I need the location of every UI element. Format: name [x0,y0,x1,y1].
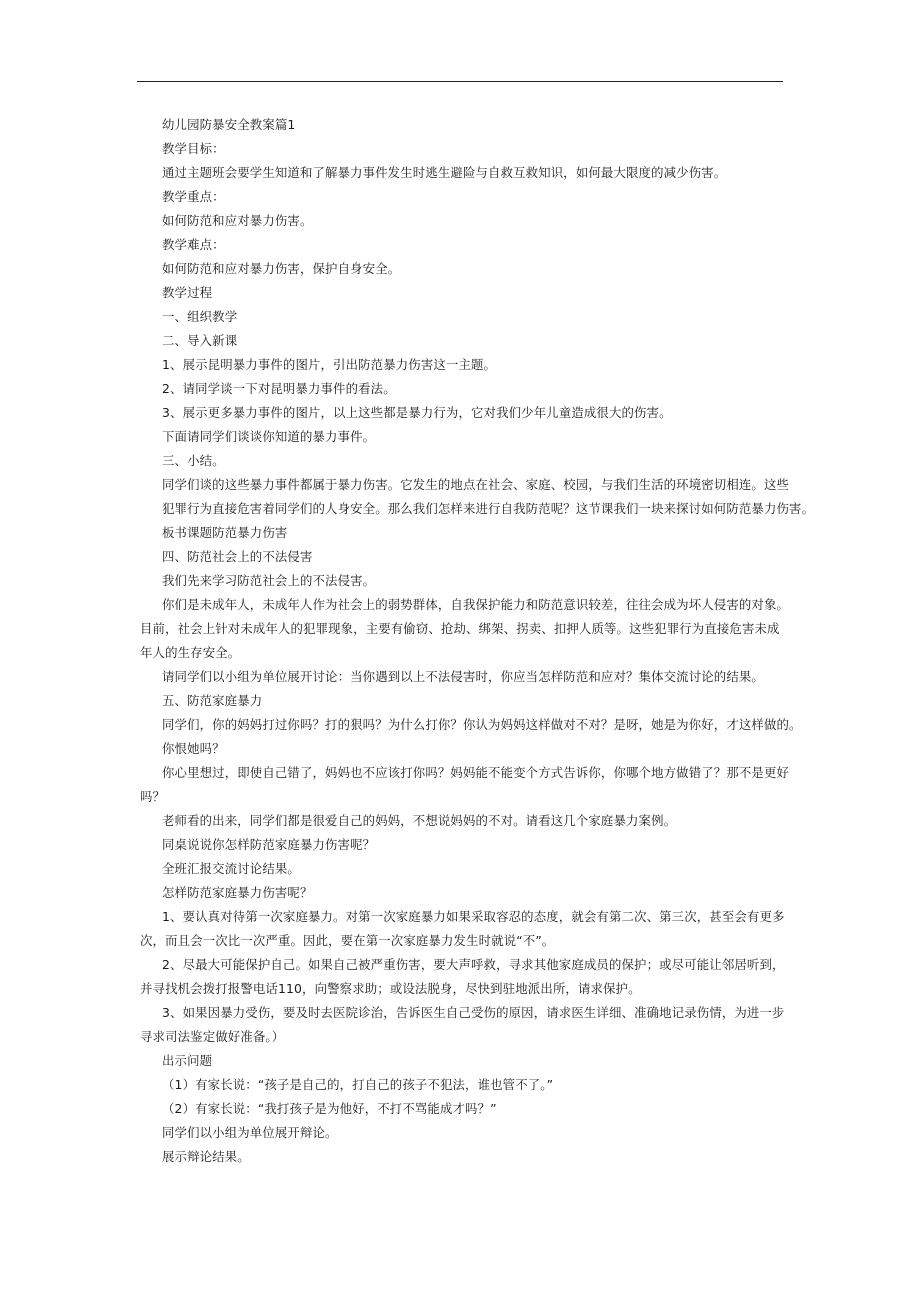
paragraph-line: 全班汇报交流讨论结果。 [162,861,300,876]
step-heading: 三、小结。 [162,453,225,468]
paragraph-line: 你心里想过，即使自己错了，妈妈也不应该打你吗？妈妈能不能变个方式告诉你，你哪个地方做错了？那不是更好 [162,765,790,780]
paragraph-line: 犯罪行为直接危害着同学们的人身安全。那么我们怎样来进行自我防范呢？这节课我们一块来探讨如何防范暴力伤害。 [162,501,815,516]
question-item: （2）有家长说：“我打孩子是为他好，不打不骂能成才吗？” [162,1101,497,1116]
paragraph-line: 并寻找机会拨打报警电话110，向警察求助；或设法脱身，尽快到驻地派出所，请求保护。 [140,981,641,996]
section-heading-difficulties: 教学难点： [162,237,225,252]
paragraph-line: 同桌说说你怎样防范家庭暴力伤害呢？ [162,837,376,852]
paragraph-line: 出示问题 [162,1053,213,1068]
step-heading: 四、防范社会上的不法侵害 [162,549,313,564]
step-heading: 二、导入新课 [162,333,238,348]
paragraph-line: 下面请同学们谈谈你知道的暴力事件。 [162,429,376,444]
paragraph-line: 怎样防范家庭暴力伤害呢？ [162,885,313,900]
numbered-item: 3、如果因暴力受伤，要及时去医院诊治，告诉医生自己受伤的原因，请求医生详细、准确地记录伤情，为进一步 [162,1005,785,1020]
paragraph-line: 同学们，你的妈妈打过你吗？打的狠吗？为什么打你？你认为妈妈这样做对不对？是呀，她是为你好，才这样做的。 [162,717,802,732]
paragraph-line: 老师看的出来，同学们都是很爱自己的妈妈，不想说妈妈的不对。请看这几个家庭暴力案例。 [162,813,677,828]
numbered-item: 3、展示更多暴力事件的图片，以上这些都是暴力行为，它对我们少年儿童造成很大的伤害。 [162,405,672,420]
paragraph-line: 我们先来学习防范社会上的不法侵害。 [162,573,376,588]
paragraph-line: 次，而且会一次比一次严重。因此，要在第一次家庭暴力发生时就说“不”。 [140,933,555,948]
header-rule [137,81,783,82]
paragraph-line: 你们是未成年人，未成年人作为社会上的弱势群体，自我保护能力和防范意识较差，往往会成为坏人侵害的对象。 [162,597,790,612]
section-heading-process: 教学过程 [162,285,213,300]
paragraph-line: 年人的生存安全。 [140,645,241,660]
question-item: （1）有家长说：“孩子是自己的，打自己的孩子不犯法，谁也管不了。” [162,1077,554,1092]
numbered-item: 2、请同学谈一下对昆明暴力事件的看法。 [162,381,396,396]
paragraph-line: 目前，社会上针对未成年人的犯罪现象，主要有偷窃、抢劫、绑架、拐卖、扣押人质等。这些犯罪行为直接危害未成 [140,621,780,636]
document-body [140,113,815,1169]
paragraph-line: 如何防范和应对暴力伤害。 [162,213,313,228]
numbered-item: 1、展示昆明暴力事件的图片，引出防范暴力伤害这一主题。 [162,357,497,372]
step-heading: 一、组织教学 [162,309,238,324]
paragraph-line: 请同学们以小组为单位展开讨论：当你遇到以上不法侵害时，你应当怎样防范和应对？集体交流讨论的结果。 [162,669,764,684]
paragraph-line: 同学们以小组为单位展开辩论。 [162,1125,338,1140]
section-heading-objectives: 教学目标： [162,141,225,156]
numbered-item: 2、尽最大可能保护自己。如果自己被严重伤害，要大声呼救，寻求其他家庭成员的保护；或尽可能让邻居听到， [162,957,785,972]
paragraph-line: 你恨她吗？ [162,741,225,756]
step-heading: 五、防范家庭暴力 [162,693,263,708]
paragraph-line: 寻求司法鉴定做好准备。） [140,1029,285,1044]
paragraph-line: 展示辩论结果。 [162,1149,250,1164]
numbered-item: 1、要认真对待第一次家庭暴力。对第一次家庭暴力如果采取容忍的态度，就会有第二次、第三次，甚至会有更多 [162,909,785,924]
paragraph-line: 如何防范和应对暴力伤害，保护自身安全。 [162,261,401,276]
paragraph-line: 通过主题班会要学生知道和了解暴力事件发生时逃生避险与自救互救知识，如何最大限度的减少伤害。 [162,165,727,180]
paragraph-line: 板书课题防范暴力伤害 [162,525,288,540]
document-title: 幼儿园防暴安全教案篇1 [162,117,296,132]
paragraph-line: 同学们谈的这些暴力事件都属于暴力伤害。它发生的地点在社会、家庭、校园，与我们生活的环境密切相连。这些 [162,477,790,492]
paragraph-line: 吗？ [140,789,166,804]
section-heading-key-points: 教学重点： [162,189,225,204]
